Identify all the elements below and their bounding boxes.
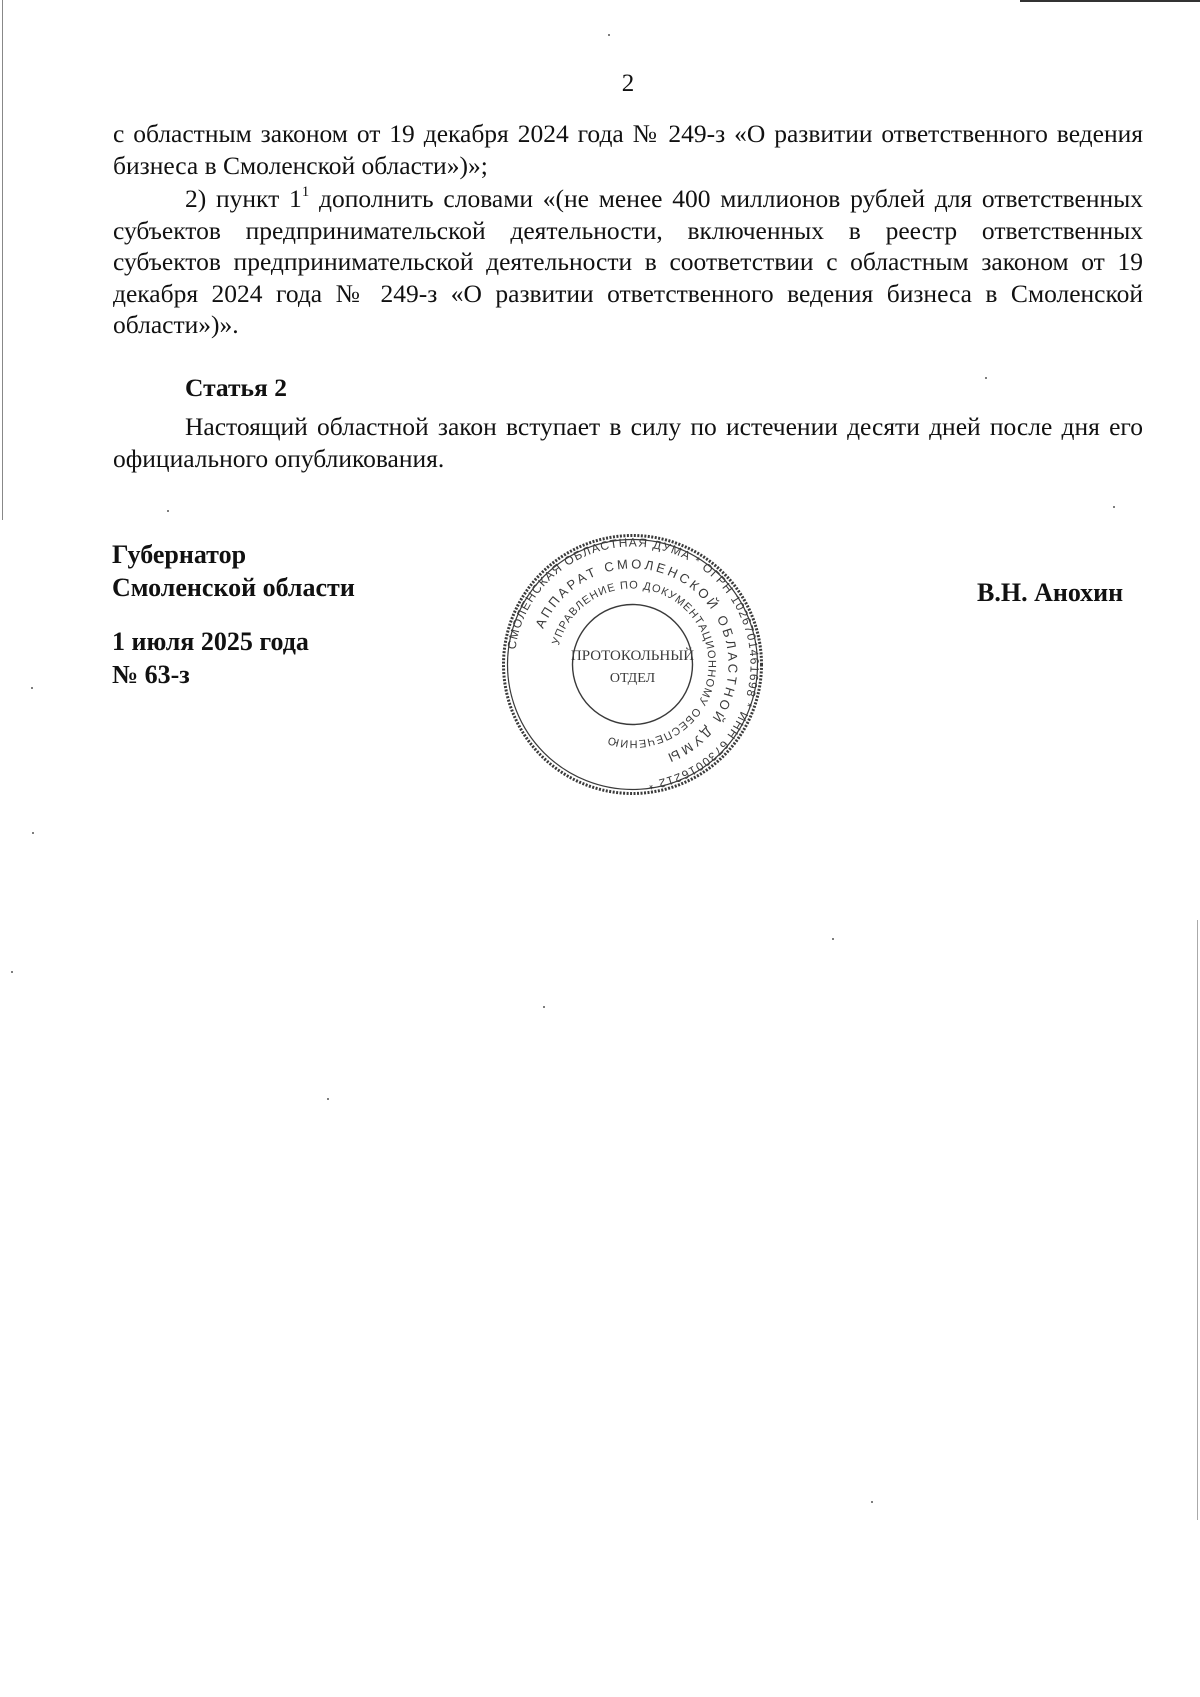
signatory-title xyxy=(112,538,355,604)
page-number: 2 xyxy=(621,70,635,97)
item-rest: дополнить словами «(не менее 400 миллионов рублей для ответственных субъектов предпринимательской деятельности, включенных в реестр ответственных субъектов предпринимательской деятельности в соответствии с областным законом от 19 декабря 2024 года № 249-з «О развитии ответственного ведения бизнеса в Смоленской области»)». xyxy=(113,184,1143,339)
stamp-center-line-1: ПРОТОКОЛЬНЫЙ xyxy=(570,648,695,664)
scan-speck xyxy=(1113,506,1115,508)
scan-speck xyxy=(543,1006,545,1008)
official-stamp xyxy=(500,532,765,797)
item-superscript: 1 xyxy=(301,184,310,200)
law-date-number xyxy=(112,625,309,691)
item-lead: 2) пункт 1 xyxy=(185,184,302,213)
scan-edge-top xyxy=(1020,0,1200,2)
paragraph-text: Настоящий областной закон вступает в силу по истечении десяти дней после дня его официального опубликования. xyxy=(113,412,1143,473)
scan-speck xyxy=(11,971,13,973)
stamp-inner-ring xyxy=(570,605,695,725)
law-number: № 63-з xyxy=(112,660,190,689)
paragraph-text: с областным законом от 19 декабря 2024 года № 249-з «О развитии ответственного ведения бизнеса в Смоленской области»)»; xyxy=(113,119,1143,180)
stamp-outer-text: СМОЛЕНСКАЯ ОБЛАСТНАЯ ДУМА * ОГРН 1026701461698 * ИНН 6730016212 * xyxy=(504,535,762,793)
paragraph-continuation xyxy=(113,118,1143,181)
scan-speck xyxy=(32,832,34,834)
scan-speck xyxy=(608,34,610,36)
scan-speck xyxy=(832,938,834,940)
article-heading: Статья 2 xyxy=(185,373,287,402)
scan-speck xyxy=(327,1098,329,1100)
law-date: 1 июля 2025 года xyxy=(112,627,309,656)
scan-speck xyxy=(871,1501,873,1503)
scan-speck xyxy=(167,510,169,512)
signatory-title-line: Губернатор xyxy=(112,540,247,569)
article-text xyxy=(113,411,1143,474)
stamp-center-line-2: ОТДЕЛ xyxy=(609,671,656,686)
paragraph-text xyxy=(113,183,1143,341)
scan-speck xyxy=(31,687,33,689)
paragraph-item-2 xyxy=(113,183,1143,341)
scan-edge-right xyxy=(1197,920,1198,1520)
stamp-middle-text: АППАРАТ СМОЛЕНСКОЙ ОБЛАСТНОЙ ДУМЫ xyxy=(532,556,741,767)
signatory-name: В.Н. Анохин xyxy=(977,578,1124,607)
stamp-inner-text: УПРАВЛЕНИЕ ПО ДОКУМЕНТАЦИОННОМУ ОБЕСПЕЧЕНИЮ xyxy=(550,579,718,750)
signatory-title-line: Смоленской области xyxy=(112,573,355,602)
scan-speck xyxy=(985,377,987,379)
